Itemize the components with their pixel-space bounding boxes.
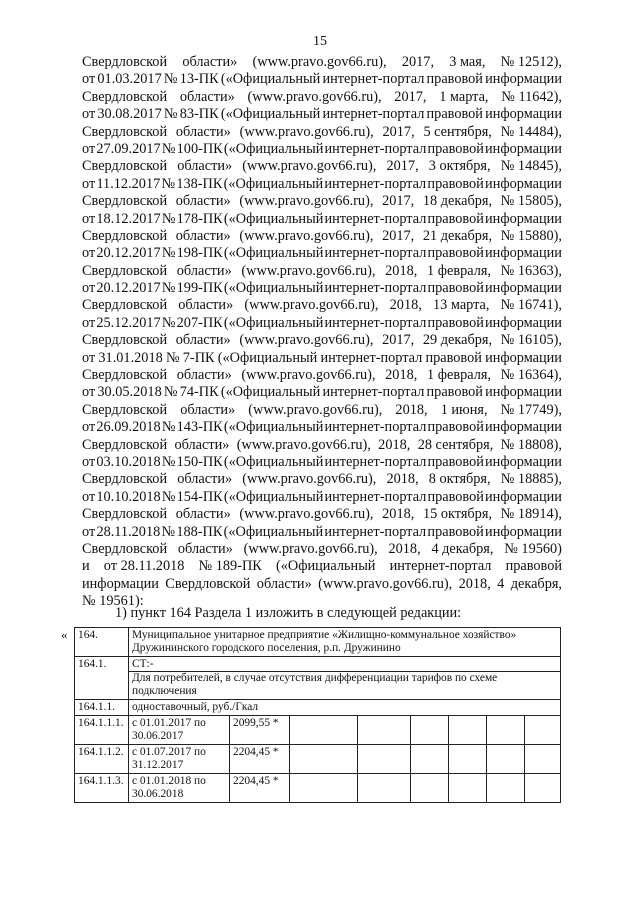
row-code: 164.1.1.3. [75,774,129,803]
paragraph-word: 29 декабря, [422,332,493,349]
paragraph-word: интернет-портал [389,558,492,575]
paragraph-word: интернет-портал [324,523,427,540]
paragraph-word: 7-ПК [182,349,215,366]
paragraph-word: 3 мая, [449,54,486,70]
paragraph-word: 5 сентября, [423,123,492,140]
paragraph-word: информации [485,106,562,123]
paragraph-word: области» [178,297,234,314]
paragraph-word: № [161,210,176,227]
paragraph-word: от [82,384,96,401]
empty-cell [411,716,449,745]
paragraph-word: 1 февраля, [427,367,491,384]
table-row [75,628,561,657]
row-code: 164.1.1. [75,700,129,716]
paragraph-line [82,71,562,88]
paragraph-word: правовой [427,453,484,470]
paragraph-word: области» [175,123,231,140]
paragraph-word: 8 октября, [428,471,491,488]
paragraph-word: № [165,349,180,366]
paragraph-word: информации [485,280,562,297]
paragraph-word: 11.12.2017 [96,175,161,192]
paragraph-line [82,558,562,575]
paragraph-word: области» [179,88,235,105]
table-row [75,774,561,803]
paragraph-line [82,54,562,71]
paragraph-word: (www.pravo.gov66.ru), [239,123,374,140]
paragraph-line [82,541,562,558]
paragraph-word: № 15880), [500,227,562,244]
paragraph-line [82,367,562,384]
paragraph-word: № [161,280,176,297]
paragraph-word: правовой [427,140,484,157]
paragraph-word: от [82,71,96,88]
paragraph-line [82,297,562,314]
paragraph-word: и [82,558,90,575]
paragraph-word: 2017, [386,158,419,175]
paragraph-line [82,263,562,280]
paragraph-word: («Официальный [275,558,376,575]
paragraph-word: № 16363), [500,262,562,279]
paragraph-word: интернет-портал [324,419,427,436]
paragraph-word: (www.pravo.gov66.ru), [247,88,382,105]
paragraph-word: области» [176,262,232,279]
paragraph-word: от [82,140,96,157]
paragraph-word: (www.pravo.gov66.ru), [241,262,376,279]
paragraph-word: (www.pravo.gov66.ru), [252,54,387,70]
paragraph-word: 199-ПК [176,280,223,297]
paragraph-word: области» [176,367,232,384]
paragraph-word: декабря, [510,575,562,592]
paragraph-word: № [161,488,176,505]
empty-cell [358,774,411,803]
paragraph-word: № [161,419,176,436]
paragraph-line [82,471,562,488]
empty-cell [487,774,525,803]
opening-quote: « [61,627,68,642]
paragraph-word: Свердловской [82,123,168,140]
paragraph-word: 2018, [458,575,491,592]
paragraph-line [82,124,562,141]
paragraph-word: 25.12.2017 [96,314,161,331]
paragraph-word: (www.pravo.gov66.ru), [239,227,374,244]
paragraph-word: (www.pravo.gov66.ru), [239,506,374,523]
value-cell: 2204,45 * [230,745,290,774]
paragraph-word: 18.12.2017 [96,210,161,227]
paragraph-line [82,193,562,210]
tariff-table [74,627,561,803]
paragraph-word: («Официальный [223,523,324,540]
paragraph-word: Свердловской [82,227,168,244]
paragraph-word: интернет-портал [322,106,425,123]
paragraph-word: (www.pravo.gov66.ru), [244,297,379,314]
paragraph-word: 3 октября, [428,158,491,175]
paragraph-word: № [161,523,176,540]
paragraph-word: № [161,245,176,262]
paragraph-word: 18 декабря, [422,193,493,210]
paragraph-word: информации [485,453,562,470]
paragraph-word: интернет-портал [320,349,423,366]
empty-cell [525,774,561,803]
paragraph-word: от [82,453,96,470]
paragraph-word: Свердловской [82,540,168,557]
paragraph-word: области» [182,54,238,70]
paragraph-word: информации [485,314,562,331]
paragraph-word: № 11642), [501,88,562,105]
empty-cell [358,716,411,745]
paragraph-word: информации [485,523,562,540]
paragraph-word: (www.pravo.gov66.ru), [248,401,383,418]
paragraph-word: области» [177,158,233,175]
paragraph-word: 21 декабря, [422,227,493,244]
paragraph-word: 2018, [389,297,422,314]
paragraph-line [82,506,562,523]
consumer-group-cell [129,657,561,700]
paragraph-word: («Официальный [223,419,324,436]
row-code: 164.1. [75,657,129,700]
paragraph-word: № 14845), [500,158,562,175]
table-row [75,700,561,716]
paragraph-word: от [82,349,96,366]
paragraph-word: 27.09.2017 [96,140,161,157]
paragraph-word: области» [175,506,231,523]
row-code: 164.1.1.2. [75,745,129,774]
paragraph-word: информации [82,575,159,592]
tariff-type: СТ:- [129,658,560,672]
paragraph-word: (www.pravo.gov66.ru), [236,436,371,453]
page-number: 15 [313,34,327,49]
paragraph-line [82,350,562,367]
paragraph-line [82,454,562,471]
paragraph-word: правовой [427,245,484,262]
paragraph-line [82,176,562,193]
paragraph-word: 154-ПК [176,488,223,505]
paragraph-word: № [161,175,176,192]
paragraph-word: от 28.11.2018 [103,558,185,575]
paragraph-word: («Официальный [223,280,324,297]
paragraph-word: 2017, [401,54,435,70]
paragraph-word: № [163,384,178,401]
paragraph-word: («Официальный [223,245,324,262]
paragraph-word: («Официальный [223,488,324,505]
paragraph-line [82,489,562,506]
paragraph-word: информации [485,71,562,88]
row-code: 164. [75,628,129,657]
paragraph-line [82,211,562,228]
paragraph-word: № [161,140,176,157]
paragraph-word: («Официальный [223,175,324,192]
empty-cell [411,774,449,803]
period-cell: с 01.07.2017 по 31.12.2017 [129,745,230,774]
paragraph-line [82,437,562,454]
paragraph-word: 28 сентября, [417,436,494,453]
paragraph-word: от [82,523,96,540]
empty-cell [525,716,561,745]
paragraph-word: Свердловской [82,193,168,210]
paragraph-word: интернет-портал [324,245,427,262]
paragraph-word: правовой [426,384,483,401]
paragraph-word: 31.01.2018 [98,349,163,366]
paragraph-word: 2018, [385,367,418,384]
paragraph-word: № 19560) [504,540,562,557]
paragraph-word: 1 марта, [439,88,489,105]
paragraph-word: 28.11.2018 [96,523,161,540]
table-row [75,745,561,774]
paragraph-word: (www.pravo.gov66.ru), [239,193,374,210]
paragraph-word: правовой [426,106,483,123]
paragraph-word: (www.pravo.gov66.ru), [243,540,378,557]
paragraph-word: от [82,175,96,192]
paragraph-word: № [161,314,176,331]
empty-cell [290,716,358,745]
empty-cell [358,745,411,774]
paragraph-word: области» [177,540,233,557]
paragraph-word: № [161,453,176,470]
paragraph-word: («Официальный [223,140,324,157]
paragraph-word: информации [485,210,562,227]
paragraph-word: 26.09.2018 [96,419,161,436]
paragraph-word: № [163,71,178,88]
paragraph-word: от [82,210,96,227]
paragraph-word: от [82,314,96,331]
paragraph-word: Свердловской [82,54,168,70]
paragraph-word: от [82,419,96,436]
paragraph-line [82,89,562,106]
paragraph-word: от [82,280,96,297]
paragraph-word: № 18885), [500,471,562,488]
paragraph-word: 83-ПК [179,106,219,123]
paragraph-word: 2018, [385,262,418,279]
paragraph-word: («Официальный [217,349,318,366]
paragraph-line [82,524,562,541]
paragraph-word: № 18914), [500,506,562,523]
paragraph-word: правовой [427,523,484,540]
empty-cell [449,774,487,803]
paragraph-word: № 16364), [500,367,562,384]
paragraph-word: («Официальный [223,314,324,331]
paragraph-word: (www.pravo.gov66.ru), [241,367,376,384]
empty-cell [411,745,449,774]
paragraph-word: информации [485,349,562,366]
paragraph-word: 150-ПК [176,453,223,470]
paragraph-word: области» [174,436,230,453]
paragraph-word: 30.08.2017 [97,106,162,123]
paragraph-word: № 16741), [500,297,562,314]
paragraph-word: области» [175,332,231,349]
paragraph-word: информации [485,419,562,436]
paragraph-word: Свердловской [82,471,168,488]
subparagraph-1: 1) пункт 164 Раздела 1 изложить в следующей редакции: [115,605,462,621]
paragraph-word: 15 октября, [423,506,492,523]
paragraph-word: области» [256,575,312,592]
row-code: 164.1.1.1. [75,716,129,745]
empty-cell [449,745,487,774]
paragraph-word: интернет-портал [324,280,427,297]
paragraph-word: 2017, [394,88,427,105]
organization-name: Муниципальное унитарное предприятие «Жилищно-коммунальное хозяйство» Дружининского городского поселения, р.п. Дружинино [129,628,561,657]
paragraph-word: 2018, [378,436,411,453]
paragraph-word: правовой [427,175,484,192]
period-cell: с 01.01.2018 по 30.06.2018 [129,774,230,803]
paragraph-word: Свердловской [82,158,168,175]
paragraph-word: 188-ПК [176,523,223,540]
paragraph-word: 20.12.2017 [96,280,161,297]
paragraph-word: области» [175,193,231,210]
paragraph-word: 03.10.2018 [96,453,161,470]
empty-cell [290,745,358,774]
paragraph-word: 30.05.2018 [97,384,162,401]
paragraph-word: правовой [427,210,484,227]
paragraph-word: Свердловской [82,332,168,349]
paragraph-word: 4 [497,575,505,592]
paragraph-word: (www.pravo.gov66.ru), [242,158,377,175]
paragraph-word: («Официальный [223,210,324,227]
paragraph-word: интернет-портал [324,488,427,505]
paragraph-word: Свердловской [82,297,168,314]
paragraph-word: информации [485,245,562,262]
paragraph-word: Свердловской [82,506,168,523]
paragraph-word: 2018, [395,401,428,418]
paragraph-word: 2017, [382,193,415,210]
paragraph-word: интернет-портал [324,210,427,227]
tariff-kind: одноставочный, руб./Гкал [129,700,561,716]
paragraph-word: (www.pravo.gov66.ru), [242,471,377,488]
paragraph-word: 2017, [382,227,415,244]
empty-cell [290,774,358,803]
paragraph-line [82,315,562,332]
paragraph-word: № 14484), [500,123,562,140]
paragraph-line [82,402,562,419]
empty-cell [487,716,525,745]
paragraph-word: 198-ПК [176,245,223,262]
paragraph-word: 2017, [382,123,415,140]
paragraph-word: правовой [427,419,484,436]
paragraph-word: № 15805), [500,193,562,210]
paragraph-word: 100-ПК [176,140,223,157]
period-cell: с 01.01.2017 по 30.06.2017 [129,716,230,745]
paragraph-word: интернет-портал [324,453,427,470]
paragraph-word: от [82,488,96,505]
paragraph-word: 138-ПК [176,175,223,192]
paragraph-word: информации [485,488,562,505]
paragraph-word: от [82,245,96,262]
paragraph-word: № 17749), [500,401,562,418]
paragraph-word: («Официальный [220,106,321,123]
paragraph-word: («Официальный [220,71,321,88]
paragraph-word: 10.10.2018 [96,488,161,505]
paragraph-word: 178-ПК [176,210,223,227]
paragraph-word: интернет-портал [322,71,425,88]
paragraph-word: правовой [425,349,482,366]
paragraph-word: области» [175,227,231,244]
paragraph-word: (www.pravo.gov66.ru), [239,332,374,349]
paragraph-word: 2017, [382,332,415,349]
paragraph-line [82,106,562,123]
paragraph-word: интернет-портал [324,314,427,331]
paragraph-word: № 189-ПК [198,558,262,575]
paragraph-line [82,245,562,262]
paragraph-word: правовой [427,314,484,331]
paragraph-word: № 19561): [82,593,144,610]
paragraph-word: информации [485,140,562,157]
paragraph-word: правовой [505,558,562,575]
paragraph-word: правовой [426,71,483,88]
paragraph-word: 4 декабря, [431,540,494,557]
paragraph-line [82,384,562,401]
paragraph-word: правовой [427,280,484,297]
table-row [75,657,561,700]
paragraph-word: 1 июня, [440,401,488,418]
paragraph-word: № 18808), [500,436,562,453]
paragraph-word: Свердловской [82,367,168,384]
paragraph-word: («Официальный [223,453,324,470]
paragraph-word: 2018, [388,540,421,557]
paragraph-word: 20.12.2017 [96,245,161,262]
paragraph-word: правовой [427,488,484,505]
paragraph-line [82,576,562,593]
paragraph-word: 13 марта, [433,297,490,314]
paragraph-line [82,141,562,158]
empty-cell [449,716,487,745]
paragraph-word: 207-ПК [176,314,223,331]
paragraph-word: интернет-портал [322,384,425,401]
value-cell: 2099,55 * [230,716,290,745]
paragraph-word: (www.pravo.gov66.ru), [318,575,453,592]
paragraph-word: Свердловской [165,575,251,592]
table-row [75,716,561,745]
paragraph-word: Свердловской [82,436,168,453]
paragraph-word: 2018, [386,471,419,488]
paragraph-word: области» [177,471,233,488]
paragraph-word: Свердловской [82,88,168,105]
paragraph-word: № 16105), [500,332,562,349]
paragraph-word: № [163,106,178,123]
paragraph-word: 143-ПК [176,419,223,436]
paragraph-word: информации [485,175,562,192]
paragraph-word: интернет-портал [324,175,427,192]
paragraph-line [82,158,562,175]
paragraph-word: Свердловской [82,262,168,279]
paragraph-word: интернет-портал [324,140,427,157]
empty-cell [487,745,525,774]
empty-cell [525,745,561,774]
paragraph-word: 01.03.2017 [97,71,162,88]
paragraph-word: («Официальный [220,384,321,401]
paragraph-word: области» [180,401,236,418]
consumer-group: Для потребителей, в случае отсутствия дифференциации тарифов по схеме подключения [132,672,498,697]
paragraph-line [82,228,562,245]
paragraph-word: 2018, [382,506,415,523]
paragraph-line [82,280,562,297]
paragraph-word: № 12512), [500,54,562,70]
paragraph-word: от [82,106,96,123]
paragraph-word: Свердловской [82,401,168,418]
paragraph-line [82,332,562,349]
paragraph-line [82,419,562,436]
paragraph-word: 13-ПК [179,71,219,88]
paragraph-word: 74-ПК [179,384,219,401]
value-cell: 2204,45 * [230,774,290,803]
paragraph-word: информации [485,384,562,401]
paragraph-word: 1 февраля, [427,262,491,279]
amendments-paragraph [82,54,562,611]
